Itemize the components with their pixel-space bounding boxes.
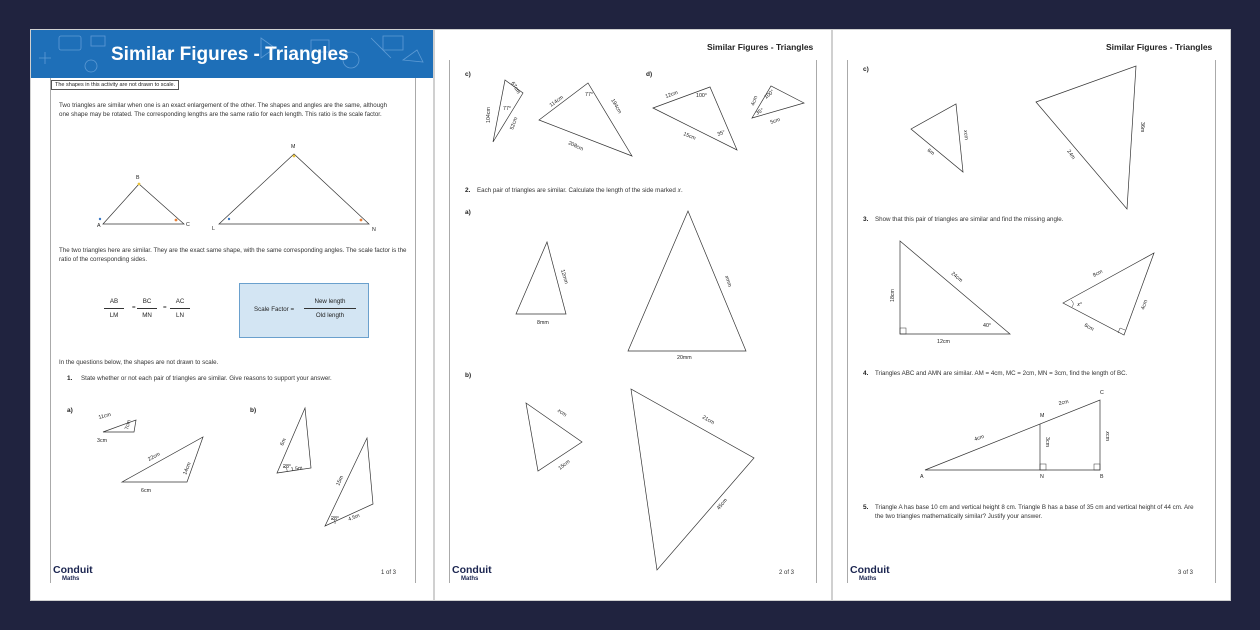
side-label: 𝑥cm: [555, 407, 568, 419]
logo-sub: Maths: [461, 576, 479, 582]
side-label: 21cm: [701, 414, 716, 427]
side-label: 12cm: [664, 89, 679, 100]
side-label: 15cm: [682, 131, 697, 142]
fraction-numerator: New length: [314, 298, 346, 305]
worksheet-page-2: [435, 30, 831, 600]
scale-factor-label: Scale Factor =: [254, 306, 295, 313]
side-label: 4.5m: [347, 512, 361, 523]
vertex-n: N: [1040, 474, 1044, 480]
logo-name: Conduit: [850, 564, 890, 576]
logo-sub: Maths: [859, 576, 877, 582]
side-label: 𝑥cm: [1104, 431, 1110, 442]
side-label: 6cm: [1083, 322, 1095, 333]
page-title: Similar Figures - Triangles: [111, 44, 349, 65]
side-label: 208cm: [567, 140, 585, 153]
side-label: 18cm: [890, 289, 896, 302]
side-label: 12mm: [559, 268, 569, 285]
vertex-m: M: [1040, 413, 1045, 419]
angle-label: 100°: [696, 93, 707, 99]
vertex-m: M: [291, 144, 296, 150]
question-1-number: 1.: [67, 375, 73, 382]
scale-note: The shapes in this activity are not drawn to scale.: [51, 80, 179, 90]
side-label: 24m: [1065, 148, 1077, 161]
question-5-number: 5.: [863, 504, 869, 511]
logo-name: Conduit: [452, 564, 492, 576]
vertex-b: B: [1100, 474, 1104, 480]
intro-paragraph: Two triangles are similar when one is an exact enlargement of the other. The shapes and angles are the same, although one shape may be rotated. The corresponding lengths are the same ratio for each length. This ratio is the scale factor.: [59, 102, 388, 118]
ratio-numerator: AB: [109, 298, 119, 305]
side-label: 20mm: [677, 355, 692, 361]
side-label: 3cm: [1044, 437, 1050, 448]
side-label: 6cm: [141, 488, 152, 494]
shapes-not-to-scale-text: In the questions below, the shapes are not drawn to scale.: [59, 359, 219, 366]
side-label: 15cm: [557, 458, 572, 472]
page-header: Similar Figures - Triangles: [707, 42, 814, 52]
part-c-label: c): [465, 71, 471, 78]
angle-label: 100°: [763, 88, 776, 101]
angle-label: 77°: [585, 92, 594, 98]
side-label: 4cm: [1140, 299, 1150, 311]
ratio-denominator: LN: [176, 312, 184, 319]
equals-sign: =: [163, 304, 167, 311]
question-1-text: State whether or not each pair of triangles are similar. Give reasons to support your answer.: [81, 375, 332, 382]
vertex-l: L: [212, 226, 215, 232]
vertex-c: C: [186, 222, 190, 228]
vertex-a: A: [97, 223, 101, 229]
page-number: 1 of 3: [381, 570, 397, 576]
side-label: 67cm: [509, 80, 522, 96]
side-label: 45cm: [715, 497, 729, 512]
side-label: 114cm: [548, 94, 565, 109]
vertex-b: B: [136, 175, 140, 181]
vertex-a: A: [920, 474, 924, 480]
side-label: 1.5m: [290, 465, 303, 473]
worksheet-page-3: [833, 30, 1230, 600]
side-label: 11cm: [97, 411, 112, 421]
side-label: 8cm: [1092, 268, 1104, 279]
fraction-denominator: Old length: [315, 312, 345, 319]
part-d-label: d): [646, 71, 653, 78]
side-label: 7cm: [124, 419, 133, 431]
angle-label: 𝑥°: [1077, 302, 1083, 308]
side-label: 𝑥mm: [723, 274, 733, 288]
question-4-number: 4.: [863, 370, 869, 377]
page-number: 3 of 3: [1178, 570, 1194, 576]
side-label: 194cm: [609, 98, 623, 115]
side-label: 2cm: [1058, 399, 1070, 407]
q1-triangles-diagram: [31, 30, 433, 600]
question-3-number: 3.: [863, 216, 869, 223]
page-number: 2 of 3: [779, 570, 795, 576]
ratio-denominator: LM: [109, 312, 119, 319]
conduit-maths-logo: [452, 564, 492, 582]
part-a-label: a): [67, 407, 73, 414]
side-label: 3cm: [97, 438, 108, 444]
side-label: 4cm: [973, 433, 986, 443]
part-b-label: b): [465, 372, 472, 379]
angle-label: 77°: [503, 106, 512, 112]
side-label: 24cm: [949, 270, 964, 284]
part-b-label: b): [250, 407, 257, 414]
side-label: 6m: [279, 437, 288, 447]
conduit-maths-logo: [53, 564, 93, 582]
worksheet-page-1: [31, 30, 433, 600]
side-label: 4cm: [750, 95, 760, 107]
angle-label: 35°: [755, 107, 765, 117]
q2-triangles-diagram: [435, 30, 831, 600]
question-4-text: Triangles ABC and AMN are similar. AM = 4cm, MC = 2cm, MN = 3cm, find the length of BC.: [875, 370, 1128, 377]
question-2-text: Each pair of triangles are similar. Calculate the length of the side marked 𝑥.: [477, 187, 683, 194]
side-label: 𝑥cm: [962, 129, 969, 141]
question-2-number: 2.: [465, 187, 471, 194]
side-label: 8mm: [537, 320, 549, 326]
angle-label: 35°: [716, 129, 727, 138]
angle-label: 28°: [283, 464, 292, 470]
ratio-numerator: AC: [175, 298, 185, 305]
side-label: 36m: [1139, 122, 1145, 133]
question-3-text: Show that this pair of triangles are similar and find the missing angle.: [875, 216, 1064, 223]
side-label: 15m: [335, 474, 346, 487]
vertex-n: N: [372, 227, 376, 233]
angle-label: 40°: [983, 323, 992, 329]
equals-sign: =: [132, 304, 136, 311]
conduit-maths-logo: [850, 564, 890, 582]
question-5-text: Triangle A has base 10 cm and vertical height 8 cm. Triangle B has a base of 35 cm and vertical height of 44 cm. Are the two triangles mathematically similar? Justify your answer.: [875, 504, 1194, 520]
vertex-c: C: [1100, 390, 1104, 396]
ratio-numerator: BC: [142, 298, 152, 305]
similarity-paragraph: The two triangles here are similar. They are the exact same shape, with the same corresponding angles. The scale factor is the ratio of the corresponding sides.: [59, 247, 407, 263]
ratio-denominator: MN: [142, 312, 152, 319]
side-label: 104cm: [486, 107, 492, 123]
angle-label: 28°: [331, 516, 340, 522]
side-label: 5cm: [769, 116, 782, 126]
side-label: 6m: [925, 147, 936, 157]
logo-sub: Maths: [62, 576, 80, 582]
logo-name: Conduit: [53, 564, 93, 576]
side-label: 14cm: [182, 461, 193, 476]
part-c-label: c): [863, 66, 869, 73]
part-a-label: a): [465, 209, 471, 216]
side-label: 52cm: [509, 116, 520, 131]
side-label: 22cm: [147, 451, 162, 463]
page-header: Similar Figures - Triangles: [1106, 42, 1213, 52]
side-label: 12cm: [937, 339, 950, 345]
